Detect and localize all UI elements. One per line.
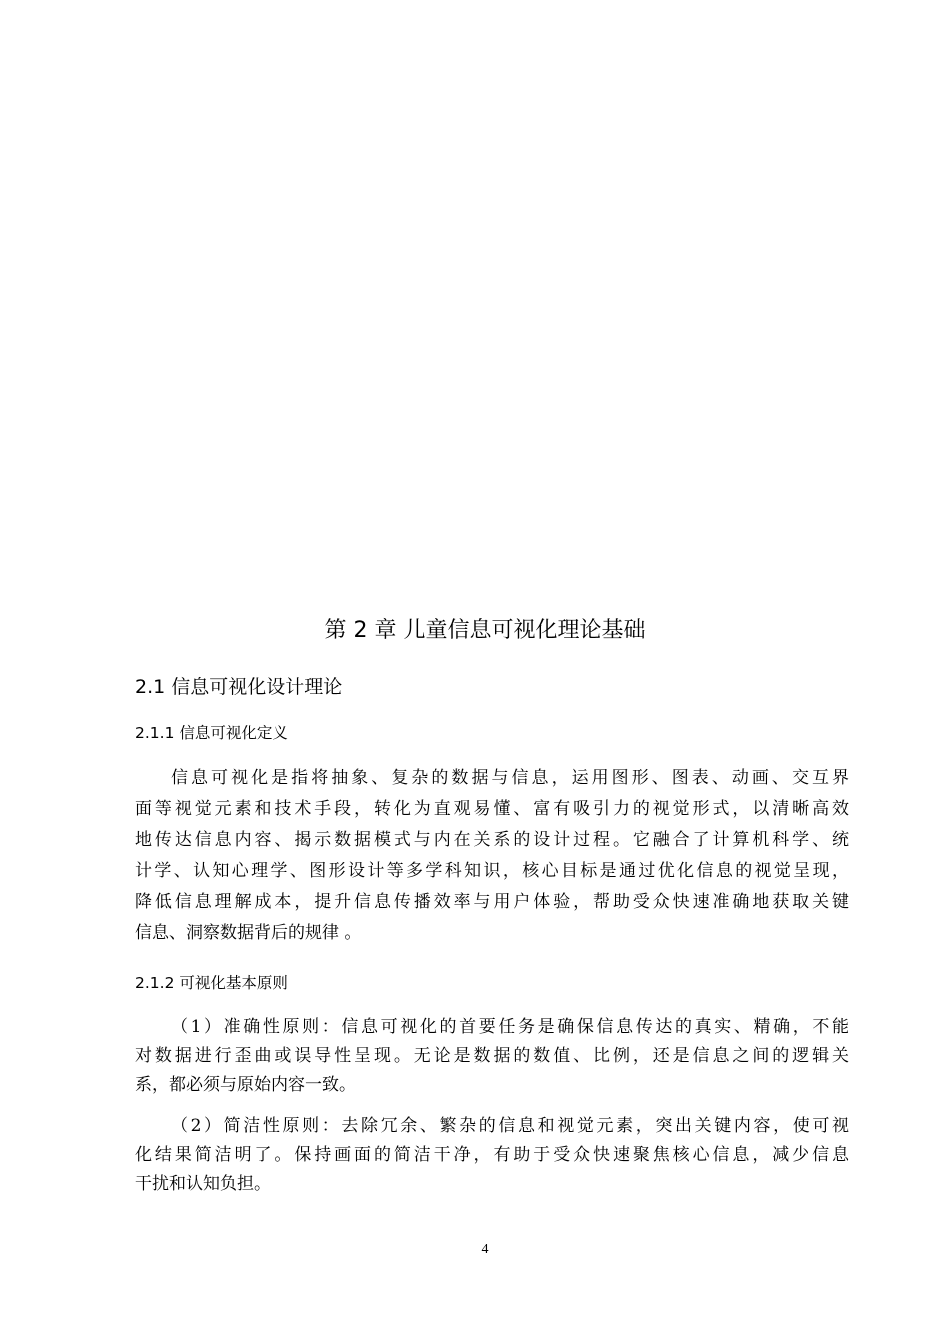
chapter-title: 第 2 章 儿童信息可视化理论基础 [324,618,646,643]
paragraph-line: （1）准确性原则：信息可视化的首要任务是确保信息传达的真实、精确，不能 [171,1017,849,1037]
paragraph-simplicity-principle [135,1112,849,1199]
paragraph-line: 干扰和认知负担。 [135,1174,271,1194]
paragraph-line: 面等视觉元素和技术手段，转化为直观易懂、富有吸引力的视觉形式，以清晰高效 [135,799,849,819]
paragraph-line: 信息、洞察数据背后的规律 。 [135,923,362,943]
paragraph-line: 对数据进行歪曲或误导性呈现。无论是数据的数值、比例，还是信息之间的逻辑关 [135,1046,849,1066]
subsection-title-definition: 2.1.1 信息可视化定义 [135,724,288,742]
paragraph-definition [135,763,849,949]
page-number: 4 [481,1242,489,1257]
paragraph-line: （2）简洁性原则：去除冗余、繁杂的信息和视觉元素，突出关键内容，使可视 [171,1116,849,1136]
paragraph-line: 系，都必须与原始内容一致。 [135,1075,356,1095]
subsection-title-principles: 2.1.2 可视化基本原则 [135,974,288,992]
paragraph-accuracy-principle [135,1013,849,1100]
paragraph-line: 地传达信息内容、揭示数据模式与内在关系的设计过程。它融合了计算机科学、统 [135,830,849,850]
paragraph-line: 信息可视化是指将抽象、复杂的数据与信息，运用图形、图表、动画、交互界 [171,768,849,788]
paragraph-line: 降低信息理解成本，提升信息传播效率与用户体验，帮助受众快速准确地获取关键 [135,892,849,912]
paragraph-line: 计学、认知心理学、图形设计等多学科知识，核心目标是通过优化信息的视觉呈现， [135,861,849,881]
section-title: 2.1 信息可视化设计理论 [135,676,343,698]
paragraph-line: 化结果简洁明了。保持画面的简洁干净，有助于受众快速聚焦核心信息，减少信息 [135,1145,849,1165]
